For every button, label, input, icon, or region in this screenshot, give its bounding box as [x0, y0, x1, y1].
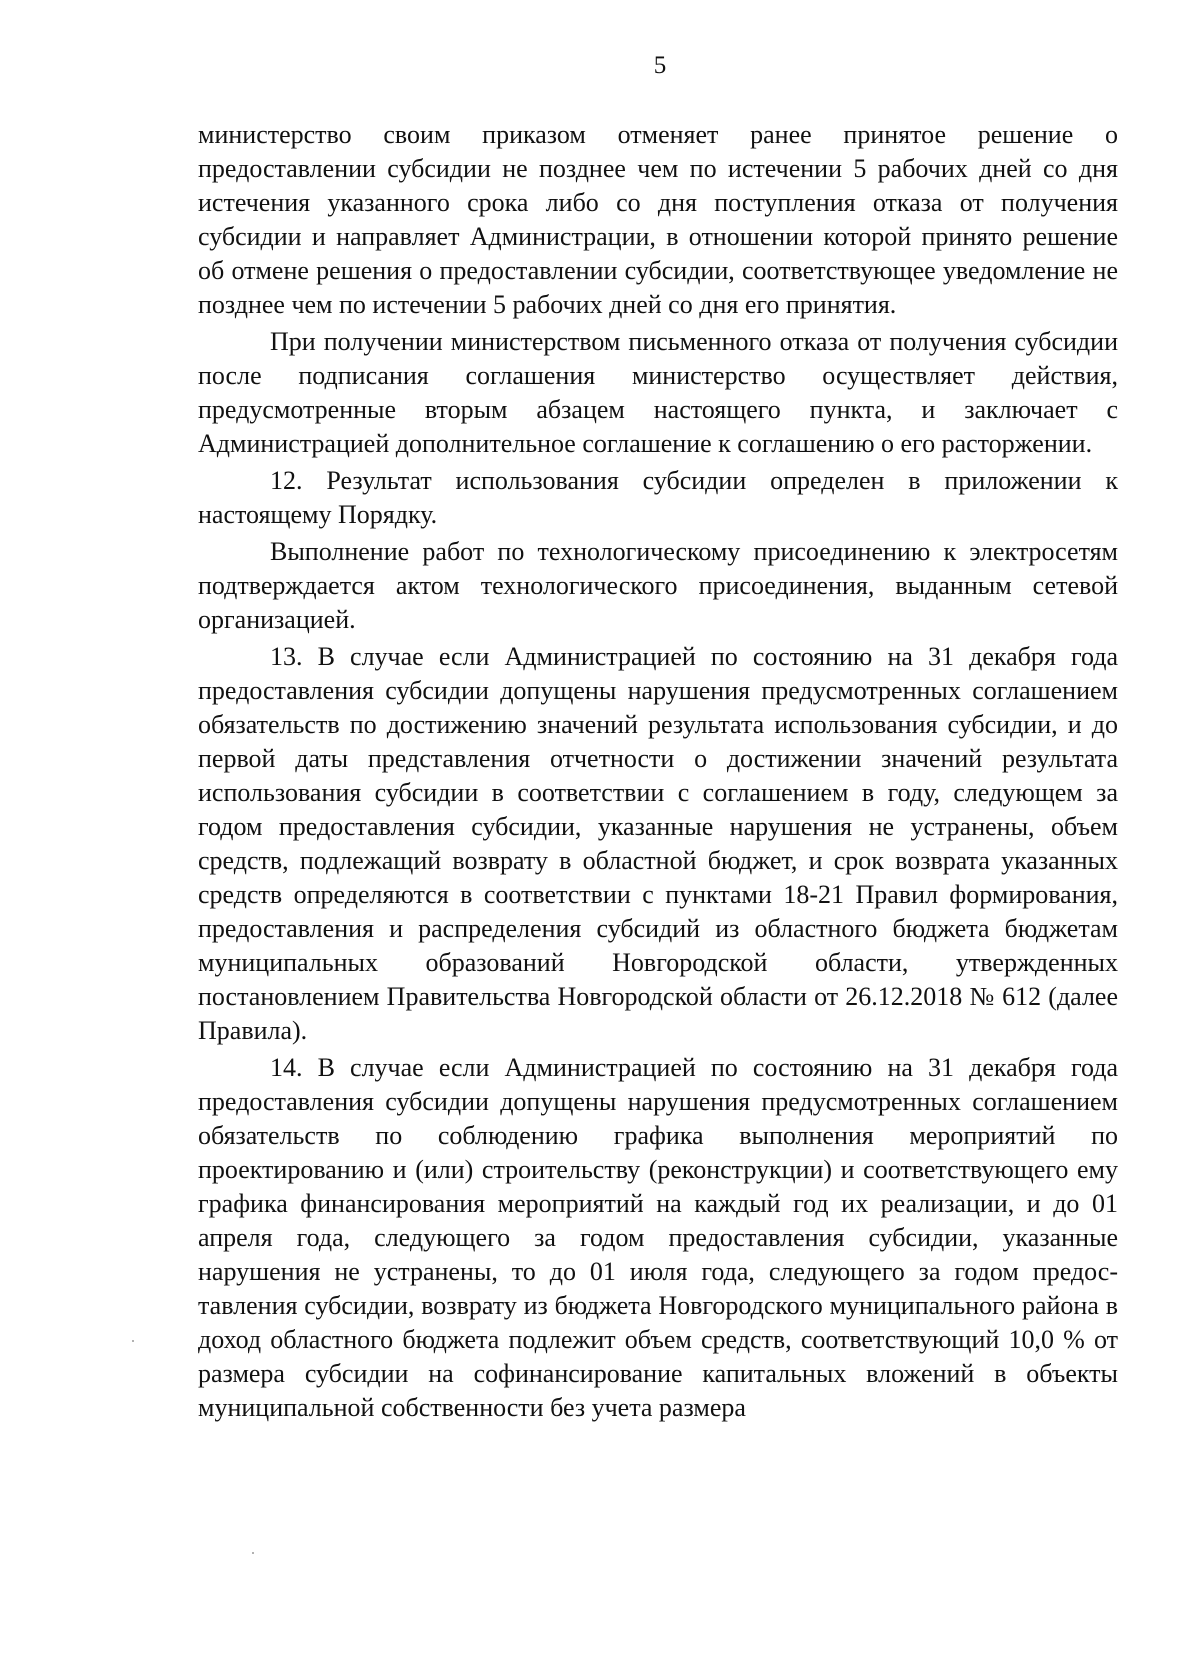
document-body — [198, 118, 1118, 1428]
paragraph-continuation: министерство своим приказом отменяет ранее принятое решение о предоставлении субсидии не позднее чем по истечении 5 рабочих дней со дня истечения указанного срока либо со дня поступления отказа от получения субсидии и направляет Администрации, в отношении которой принято решение об отмене решения о предоставлении субсидии, соответствующее уведомление не позднее чем по истечении 5 рабочих дней со дня его принятия. — [198, 120, 1118, 319]
scan-speck — [132, 1340, 134, 1342]
paragraph-item-13: 13. В случае если Администрацией по состоянию на 31 декабря года предоставления субсидии допущены нарушения предусмотренных соглашением обязательств по достижению значений результата использования субсидии, и до первой даты представления отчетности о достижении значений результата использования субсидии в соответствии с соглашением в году, следующем за годом предоставления субсидии, указанные нарушения не устранены, объем средств, подлежащий возврату в областной бюджет, и срок возврата указанных средств определяются в соответствии с пунктами 18-21 Правил формирования, предоставления и распределения субсидий из областного бюджета бюджетам муниципальных образований Новгородской области, утвержденных постановлением Правительства Новгородской области от 26.12.2018 № 612 (далее Правила). — [198, 642, 1118, 1045]
paragraph-item-14: 14. В случае если Администрацией по состоянию на 31 декабря года предоставления субсидии допущены нарушения предусмотренных соглашением обязательств по соблюдению графика выполнения мероприятий по проектированию и (или) строительству (реконструкции) и соответствующего ему графика финансирования мероприятий на каждый год их реализации, и до 01 апреля года, следующего за годом предоставления субсидии, указанные нарушения не устранены, то до 01 июля года, следующего за годом предоставления субсидии, возврату из бюджета Новгородского муниципального района в доход областного бюджета подлежит объем средств, соответствующий 10,0 % от размера субсидии на софинансирование капитальных вложений в объекты муниципальной собственности без учета размера — [198, 1053, 1118, 1422]
page-number: 5 — [653, 52, 667, 79]
paragraph-item-12: 12. Результат использования субсидии определен в приложении к настоящему Порядку. — [198, 466, 1118, 529]
paragraph-refusal-after-signing: При получении министерством письменного отказа от получения субсидии после подписания соглашения министерство осуществляет действия, предусмотренные вторым абзацем настоящего пункта, и заключает с Администрацией дополнительное соглашение к соглашению о его расторжении. — [198, 327, 1118, 458]
scan-speck — [252, 1552, 254, 1554]
paragraph-grid-connection: Выполнение работ по технологическому присоединению к электросетям подтверждается актом технологического присоединения, выданным сетевой организацией. — [198, 537, 1118, 634]
